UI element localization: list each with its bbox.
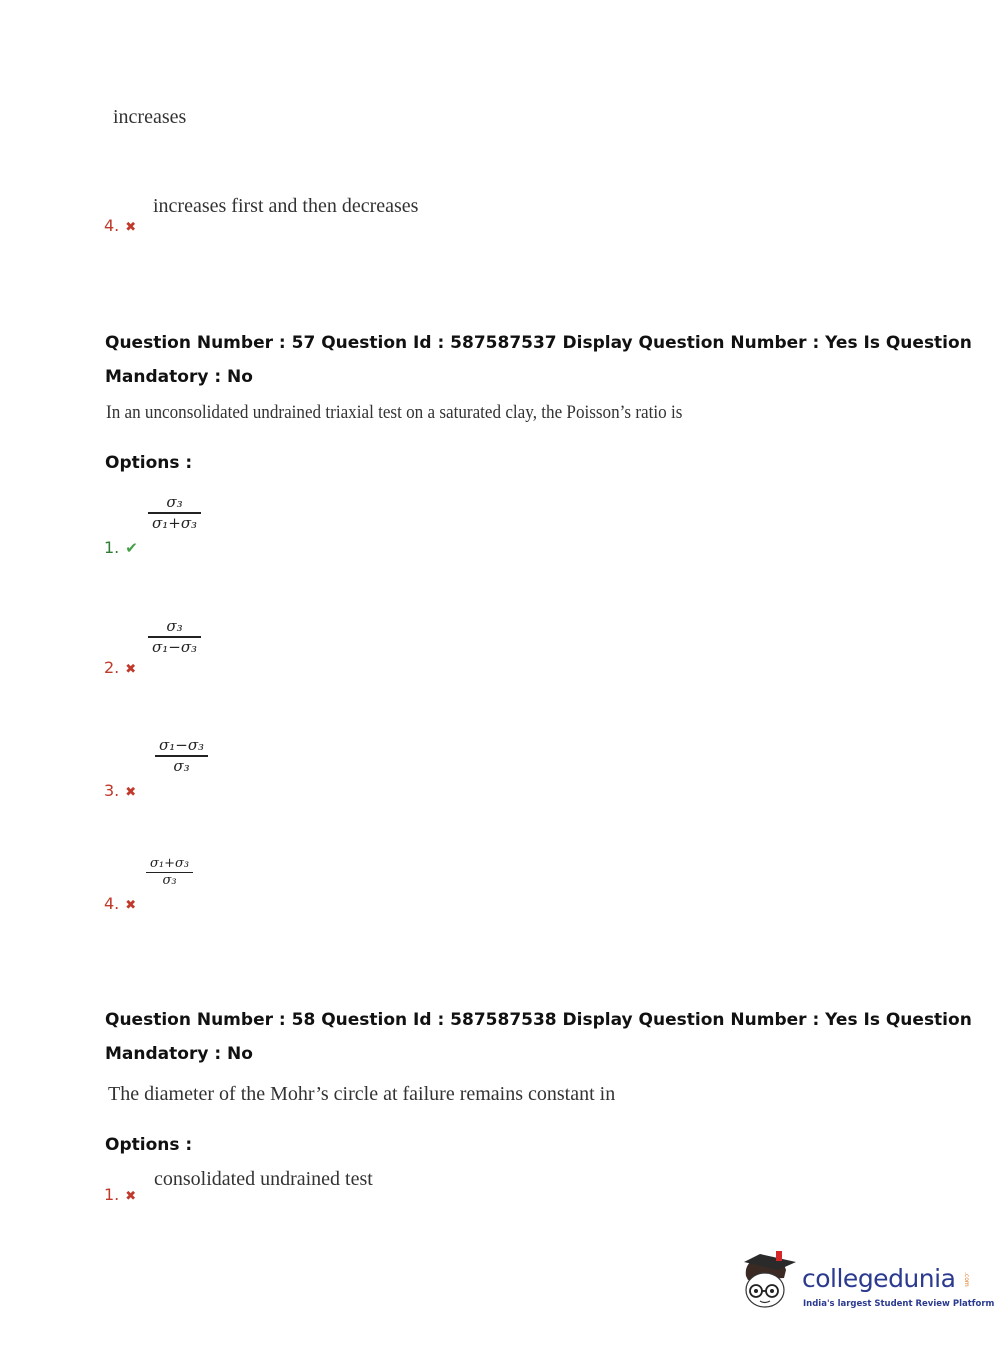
cross-mark-icon: ✖ [125,1189,137,1204]
option-number: 4. [104,216,120,235]
q57-option-2-fraction [148,617,201,657]
q58-option-1-number [104,1185,136,1204]
q57-options-label: Options : [105,453,193,473]
prev-option-3-text: increases [113,106,187,128]
q58-options-label: Options : [105,1135,193,1155]
q57-option-1-fraction [148,493,201,533]
fraction-denominator: σ₃ [173,756,190,775]
fraction-denominator: σ₁+σ₃ [152,513,198,532]
cross-mark-icon: ✖ [125,785,137,800]
fraction-numerator: σ₃ [166,493,183,511]
fraction-denominator: σ₁−σ₃ [152,637,198,656]
q58-meta-line-1: Question Number : 58 Question Id : 587587538 Display Question Number : Yes Is Question [105,1010,972,1030]
fraction-numerator: σ₃ [166,617,183,635]
cross-mark-icon: ✖ [125,662,137,677]
q57-option-4-fraction [146,856,193,890]
q57-meta-line-1: Question Number : 57 Question Id : 587587537 Display Question Number : Yes Is Question [105,333,972,353]
option-number: 1. [104,1185,120,1204]
q57-option-3-fraction [155,736,208,776]
prev-option-4-text: increases first and then decreases [153,195,419,217]
fraction-numerator: σ₁−σ₃ [159,736,205,754]
option-number: 1. [104,538,120,557]
q57-meta-line-2: Mandatory : No [105,367,253,387]
q57-question-text: In an unconsolidated undrained triaxial test on a saturated clay, the Poisson’s ratio is [106,402,683,423]
q57-option-1-number [104,538,138,557]
fraction-numerator: σ₁+σ₃ [150,856,190,871]
check-mark-icon: ✔ [125,539,138,557]
cross-mark-icon: ✖ [125,898,137,913]
q58-meta-line-2: Mandatory : No [105,1044,253,1064]
q57-option-2-number [104,658,136,677]
logo-tagline: India's largest Student Review Platform [803,1299,995,1309]
option-number: 4. [104,894,120,913]
q57-option-4-number [104,894,136,913]
option-number: 2. [104,658,120,677]
mascot-icon [740,1248,802,1320]
q58-option-1-text: consolidated undrained test [154,1168,373,1190]
q58-question-text: The diameter of the Mohr’s circle at failure remains constant in [108,1083,616,1105]
fraction-denominator: σ₃ [162,873,177,889]
collegedunia-logo [740,1248,995,1320]
logo-wordmark: collegedunia [802,1264,956,1293]
prev-option-4-number [104,216,136,235]
q57-option-3-number [104,781,136,800]
option-number: 3. [104,781,120,800]
logo-dot-com: .com [963,1272,970,1287]
cross-mark-icon: ✖ [125,220,137,235]
